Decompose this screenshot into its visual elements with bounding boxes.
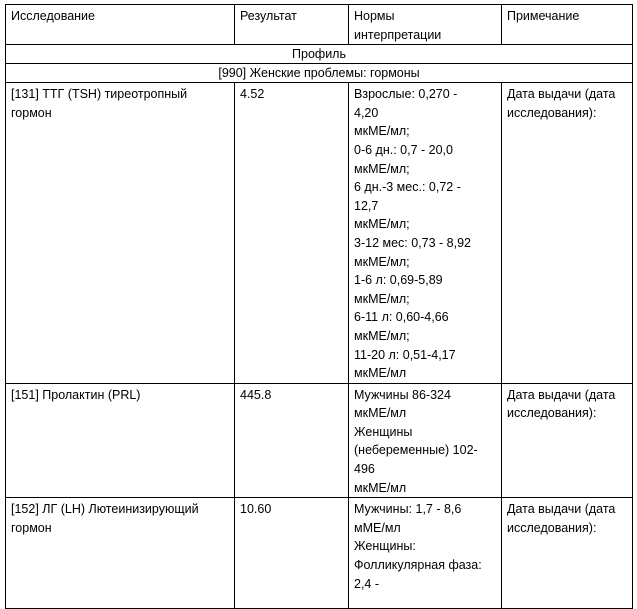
reference-norms: Взрослые: 0,270 - 4,20 мкМЕ/мл; 0-6 дн.: 0,7 - 20,0 мкМЕ/мл; 6 дн.-3 мес.: 0,72 - 12,7 мкМЕ/мл; 3-12 мес: 0,73 - 8,92 мкМЕ/мл; 1-6 л: 0,69-5,89 мкМЕ/мл; 6-11 л: 0,60-4,66 мкМЕ/мл; 11-20 л: 0,51-4,17 мкМЕ/мл	[349, 83, 502, 384]
profile-row	[6, 45, 633, 64]
study-name: [152] ЛГ (LH) Лютеинизирующий гормон	[6, 498, 235, 609]
table-header-row	[6, 5, 633, 45]
profile-label: Профиль	[6, 45, 633, 64]
header-study: Исследование	[6, 5, 235, 45]
header-norms: Нормы интерпретации	[349, 5, 502, 45]
lab-results-table	[5, 4, 633, 609]
profile-name: [990] Женские проблемы: гормоны	[6, 64, 633, 83]
result-value: 445.8	[235, 383, 349, 498]
study-name: [151] Пролактин (PRL)	[6, 383, 235, 498]
header-note: Примечание	[502, 5, 633, 45]
result-value: 4.52	[235, 83, 349, 384]
note-cell: Дата выдачи (дата исследования):	[502, 383, 633, 498]
note-cell: Дата выдачи (дата исследования):	[502, 83, 633, 384]
reference-norms: Мужчины: 1,7 - 8,6 мМЕ/мл Женщины: Фолликулярная фаза: 2,4 -	[349, 498, 502, 609]
table-row	[6, 83, 633, 384]
study-name: [131] ТТГ (TSH) тиреотропный гормон	[6, 83, 235, 384]
result-value: 10.60	[235, 498, 349, 609]
table-row	[6, 498, 633, 609]
table-row	[6, 383, 633, 498]
note-cell: Дата выдачи (дата исследования):	[502, 498, 633, 609]
reference-norms: Мужчины 86-324 мкМЕ/мл Женщины (небеременные) 102- 496 мкМЕ/мл	[349, 383, 502, 498]
header-result: Результат	[235, 5, 349, 45]
profile-name-row	[6, 64, 633, 83]
